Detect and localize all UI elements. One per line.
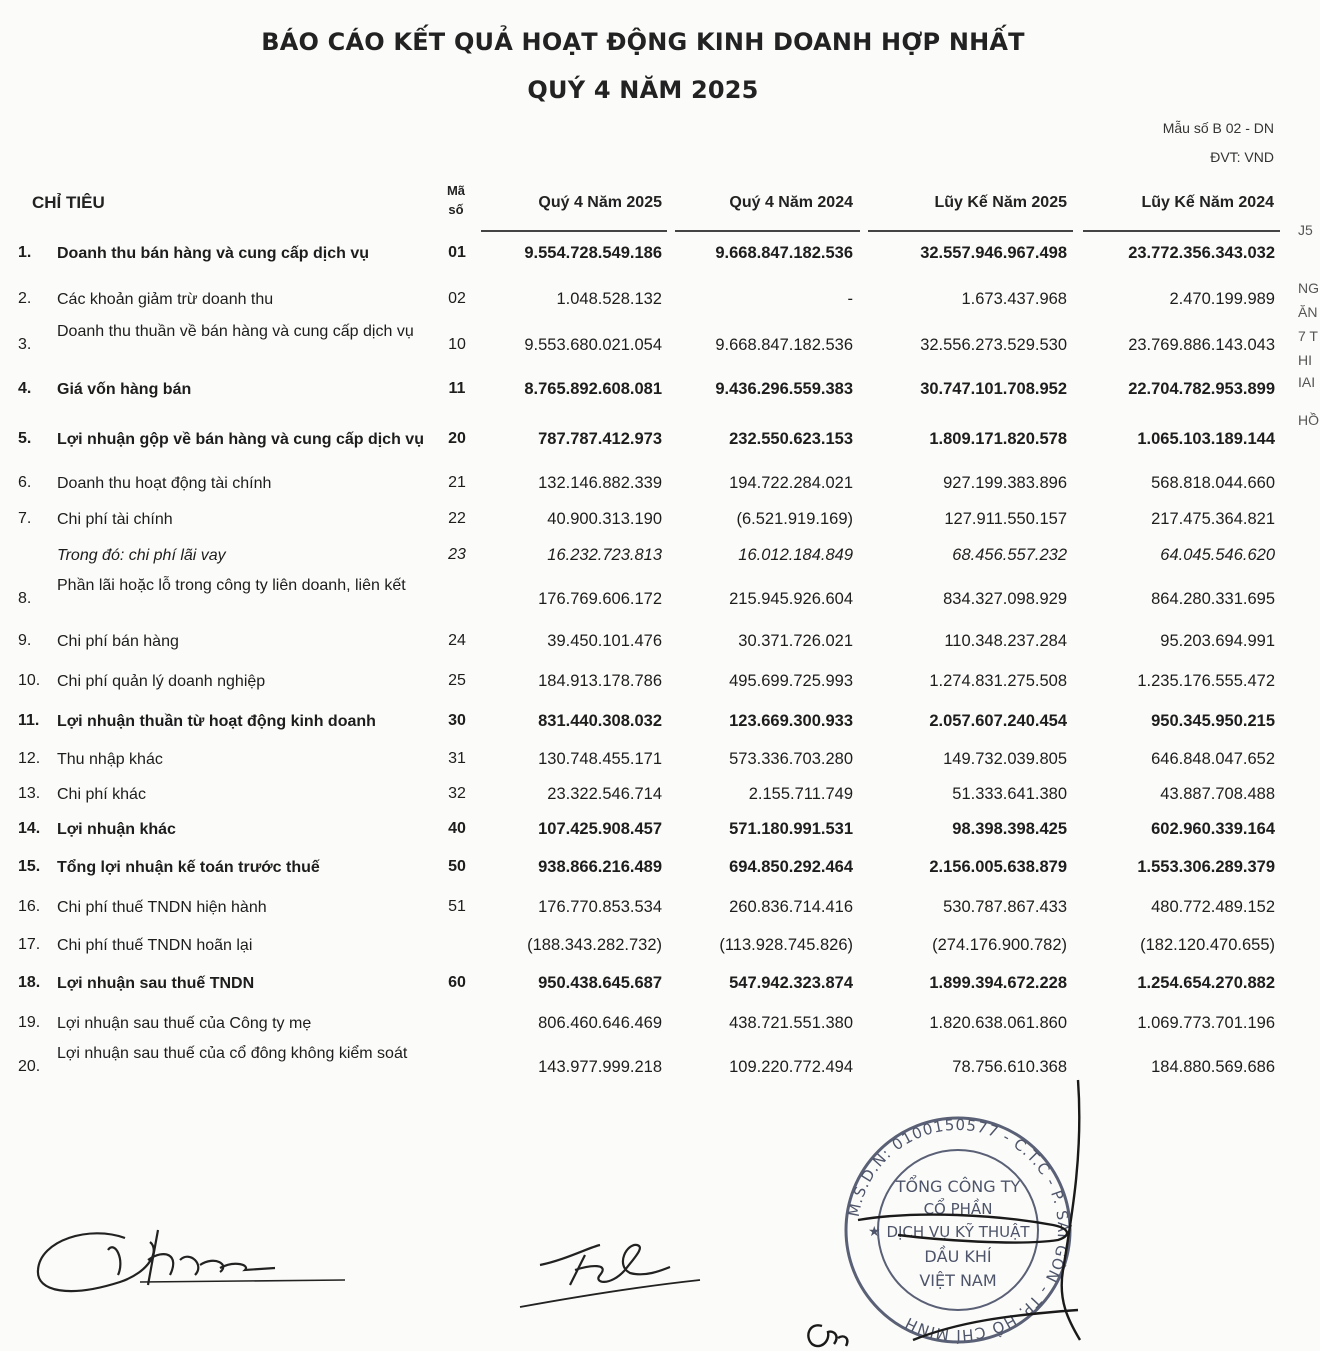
- row-number: 2.: [18, 290, 32, 307]
- cell-ytd-2025: 127.911.550.157: [944, 510, 1067, 528]
- row-number: 5.: [18, 430, 32, 447]
- header-q4-2025: Quý 4 Năm 2025: [538, 194, 662, 211]
- header-ytd-2025: Lũy Kế Năm 2025: [934, 194, 1067, 211]
- cell-q4-2024: (113.928.745.826): [719, 936, 853, 954]
- row-label: Tổng lợi nhuận kế toán trước thuế: [57, 859, 320, 876]
- stamp-line3: DỊCH VỤ KỸ THUẬT: [886, 1223, 1030, 1241]
- cell-q4-2024: 547.942.323.874: [729, 974, 853, 992]
- row-label: Các khoản giảm trừ doanh thu: [57, 291, 274, 308]
- cell-ytd-2025: 110.348.237.284: [944, 632, 1067, 650]
- cell-ytd-2024: 1.065.103.189.144: [1137, 430, 1275, 448]
- row-number: 10.: [18, 672, 41, 689]
- header-ytd-2024: Lũy Kế Năm 2024: [1141, 194, 1274, 211]
- cell-q4-2025: 132.146.882.339: [538, 474, 662, 492]
- cell-ytd-2025: (274.176.900.782): [932, 936, 1067, 954]
- cell-ytd-2025: 1.809.171.820.578: [929, 430, 1067, 448]
- cell-ytd-2025: 68.456.557.232: [952, 546, 1067, 564]
- row-number: 3.: [18, 336, 32, 353]
- row-label: Doanh thu hoạt động tài chính: [57, 475, 272, 492]
- cell-q4-2025: 16.232.723.813: [547, 546, 662, 564]
- cell-ytd-2024: 602.960.339.164: [1151, 820, 1275, 838]
- margin-fragment: HỒ: [1298, 412, 1319, 428]
- cell-q4-2025: 950.438.645.687: [538, 974, 662, 992]
- row-code: 40: [448, 820, 466, 837]
- row-number: 6.: [18, 474, 32, 491]
- cell-q4-2025: (188.343.282.732): [527, 936, 662, 954]
- cell-q4-2025: 176.769.606.172: [538, 590, 662, 608]
- row-code: 50: [448, 858, 466, 875]
- cell-ytd-2025: 51.333.641.380: [952, 785, 1067, 803]
- row-label: Doanh thu bán hàng và cung cấp dịch vụ: [57, 245, 370, 262]
- row-label: Chi phí khác: [57, 786, 146, 803]
- header-q4-2024: Quý 4 Năm 2024: [729, 194, 853, 211]
- row-label: Chi phí bán hàng: [57, 633, 179, 650]
- signature-2: [515, 1225, 705, 1315]
- stamp-line1: TỔNG CÔNG TY: [895, 1177, 1021, 1196]
- cell-ytd-2024: 950.345.950.215: [1151, 712, 1275, 730]
- cell-q4-2025: 1.048.528.132: [556, 290, 662, 308]
- row-code: 02: [448, 290, 466, 307]
- margin-fragment: HI: [1298, 352, 1312, 368]
- stamp-line2: CỔ PHẦN: [923, 1200, 993, 1218]
- stamp-star: ★: [868, 1224, 881, 1240]
- row-number: 9.: [18, 632, 32, 649]
- row-number: 1.: [18, 244, 32, 261]
- cell-ytd-2024: 43.887.708.488: [1160, 785, 1275, 803]
- header-code-line1: Mã: [446, 183, 466, 198]
- row-label: Trong đó: chi phí lãi vay: [57, 547, 226, 564]
- cell-q4-2024: 109.220.772.494: [729, 1058, 853, 1076]
- cell-ytd-2025: 2.156.005.638.879: [929, 858, 1067, 876]
- row-code: 30: [448, 712, 466, 729]
- stamp-outer-text: M.S.D.N: 0100150577 - C.T.C - P. SÀI GÒN - TP. HỒ CHÍ MINH: [844, 1115, 1073, 1345]
- signature-2-line: [520, 1280, 700, 1307]
- cell-ytd-2024: 217.475.364.821: [1151, 510, 1275, 528]
- row-code: 22: [448, 510, 466, 527]
- header-code-line2: số: [448, 202, 464, 217]
- cell-ytd-2025: 927.199.383.896: [943, 474, 1067, 492]
- cell-q4-2024: 232.550.623.153: [729, 430, 853, 448]
- row-number: 8.: [18, 590, 32, 607]
- margin-fragment: ĂN: [1298, 304, 1318, 320]
- margin-fragment: 7 T: [1298, 328, 1318, 344]
- cell-ytd-2025: 834.327.098.929: [943, 590, 1067, 608]
- cell-q4-2024: 694.850.292.464: [729, 858, 853, 876]
- row-label: Lợi nhuận thuần từ hoạt động kinh doanh: [57, 713, 376, 730]
- row-number: 19.: [18, 1014, 41, 1031]
- cell-q4-2025: 143.977.999.218: [538, 1058, 662, 1076]
- row-code: 51: [448, 898, 466, 915]
- row-number: 20.: [18, 1058, 41, 1075]
- row-code: 31: [448, 750, 466, 767]
- row-number: 16.: [18, 898, 41, 915]
- cell-q4-2024: -: [847, 290, 853, 308]
- cell-q4-2024: 571.180.991.531: [729, 820, 853, 838]
- cell-ytd-2024: 1.553.306.289.379: [1137, 858, 1275, 876]
- cell-q4-2024: 495.699.725.993: [729, 672, 853, 690]
- cell-ytd-2025: 149.732.039.805: [943, 750, 1067, 768]
- row-code: 60: [448, 974, 466, 991]
- margin-fragment: IAI: [1298, 374, 1316, 390]
- header-underline-ytd-2025: [868, 230, 1073, 232]
- row-code: 01: [448, 244, 466, 261]
- cell-q4-2025: 831.440.308.032: [538, 712, 662, 730]
- row-label: Giá vốn hàng bán: [57, 381, 192, 398]
- cell-ytd-2025: 1.673.437.968: [961, 290, 1067, 308]
- cell-q4-2024: 2.155.711.749: [748, 785, 853, 803]
- row-code: 24: [448, 632, 466, 649]
- report-period: QUÝ 4 NĂM 2025: [527, 76, 759, 104]
- row-code: 21: [448, 474, 466, 491]
- cell-ytd-2024: 646.848.047.652: [1151, 750, 1275, 768]
- row-label: Chi phí thuế TNDN hoãn lại: [57, 937, 253, 954]
- stamp-line4: DẦU KHÍ: [924, 1247, 992, 1266]
- cell-ytd-2024: 95.203.694.991: [1160, 632, 1275, 650]
- row-number: 13.: [18, 785, 41, 802]
- row-code: 20: [448, 430, 466, 447]
- cell-q4-2024: 9.668.847.182.536: [715, 336, 853, 354]
- row-label: Chi phí quản lý doanh nghiệp: [57, 673, 266, 690]
- row-label: Thu nhập khác: [57, 751, 163, 768]
- cell-q4-2025: 9.553.680.021.054: [524, 336, 662, 354]
- signature-1-line: [140, 1280, 345, 1282]
- row-label: Lợi nhuận sau thuế của Công ty mẹ: [57, 1015, 312, 1032]
- signature-3-stroke: [808, 1325, 847, 1346]
- header-item: CHỈ TIÊU: [32, 193, 105, 212]
- cell-q4-2025: 184.913.178.786: [538, 672, 662, 690]
- header-underline-q4-2024: [675, 230, 860, 232]
- cell-q4-2024: 194.722.284.021: [729, 474, 853, 492]
- cell-ytd-2024: 568.818.044.660: [1151, 474, 1275, 492]
- header-underline-q4-2025: [481, 230, 667, 232]
- cell-ytd-2025: 32.557.946.967.498: [920, 244, 1067, 262]
- cell-ytd-2024: 1.254.654.270.882: [1137, 974, 1275, 992]
- form-number: Mẫu số B 02 - DN: [1162, 120, 1274, 136]
- cell-q4-2024: 573.336.703.280: [729, 750, 853, 768]
- cell-q4-2025: 107.425.908.457: [538, 820, 662, 838]
- cell-q4-2024: 123.669.300.933: [729, 712, 853, 730]
- row-number: 7.: [18, 510, 32, 527]
- cell-ytd-2025: 78.756.610.368: [952, 1058, 1067, 1076]
- cell-q4-2025: 130.748.455.171: [538, 750, 662, 768]
- row-label: Chi phí thuế TNDN hiện hành: [57, 899, 267, 916]
- row-code: 23: [448, 546, 466, 563]
- cell-ytd-2024: 22.704.782.953.899: [1128, 380, 1275, 398]
- row-number: 12.: [18, 750, 41, 767]
- row-label: Lợi nhuận sau thuế của cổ đông không kiểm soát: [57, 1045, 408, 1062]
- cell-ytd-2025: 98.398.398.425: [952, 820, 1067, 838]
- cell-ytd-2025: 30.747.101.708.952: [920, 380, 1067, 398]
- cell-q4-2025: 9.554.728.549.186: [524, 244, 662, 262]
- row-number: 14.: [18, 820, 41, 837]
- row-number: 15.: [18, 858, 41, 875]
- cell-q4-2025: 806.460.646.469: [538, 1014, 662, 1032]
- cell-q4-2024: 30.371.726.021: [738, 632, 853, 650]
- stamp-line5: VIỆT NAM: [919, 1271, 997, 1290]
- cell-ytd-2025: 32.556.273.529.530: [920, 336, 1067, 354]
- cell-q4-2025: 938.866.216.489: [538, 858, 662, 876]
- cell-q4-2025: 8.765.892.608.081: [524, 380, 662, 398]
- header-code: [437, 181, 475, 219]
- company-stamp: [838, 1110, 1078, 1350]
- row-code: 10: [448, 336, 466, 353]
- cell-q4-2025: 176.770.853.534: [538, 898, 662, 916]
- report-title: BÁO CÁO KẾT QUẢ HOẠT ĐỘNG KINH DOANH HỢP NHẤT: [261, 28, 1025, 56]
- cell-ytd-2024: 184.880.569.686: [1151, 1058, 1275, 1076]
- cell-q4-2025: 39.450.101.476: [547, 632, 662, 650]
- cell-ytd-2025: 2.057.607.240.454: [929, 712, 1067, 730]
- signature-3: [800, 1318, 890, 1351]
- row-label: Lợi nhuận sau thuế TNDN: [57, 975, 255, 992]
- cell-q4-2024: (6.521.919.169): [736, 510, 853, 528]
- margin-fragment: J5: [1298, 222, 1313, 238]
- margin-fragment: NG: [1298, 280, 1319, 296]
- cell-q4-2025: 23.322.546.714: [547, 785, 662, 803]
- row-label: Chi phí tài chính: [57, 511, 173, 528]
- currency-unit: ĐVT: VND: [1210, 149, 1274, 165]
- cell-ytd-2025: 1.274.831.275.508: [929, 672, 1067, 690]
- row-label: Lợi nhuận gộp về bán hàng và cung cấp dịch vụ: [57, 431, 424, 448]
- cell-q4-2024: 9.436.296.559.383: [715, 380, 853, 398]
- cell-q4-2025: 787.787.412.973: [538, 430, 662, 448]
- cell-q4-2024: 9.668.847.182.536: [715, 244, 853, 262]
- row-label: Lợi nhuận khác: [57, 821, 176, 838]
- row-number: 4.: [18, 380, 32, 397]
- row-label: Phần lãi hoặc lỗ trong công ty liên doanh, liên kết: [57, 577, 406, 594]
- cell-ytd-2024: 1.069.773.701.196: [1137, 1014, 1275, 1032]
- row-label: Doanh thu thuần về bán hàng và cung cấp dịch vụ: [57, 323, 414, 340]
- row-code: 25: [448, 672, 466, 689]
- cell-q4-2025: 40.900.313.190: [547, 510, 662, 528]
- signature-1: [30, 1220, 350, 1300]
- cell-q4-2024: 16.012.184.849: [738, 546, 853, 564]
- row-number: 11.: [18, 712, 40, 729]
- cell-ytd-2025: 530.787.867.433: [943, 898, 1067, 916]
- cell-ytd-2024: 64.045.546.620: [1160, 546, 1275, 564]
- cell-ytd-2024: 864.280.331.695: [1151, 590, 1275, 608]
- row-number: 18.: [18, 974, 41, 991]
- header-underline-ytd-2024: [1083, 230, 1280, 232]
- cell-ytd-2024: 2.470.199.989: [1169, 290, 1275, 308]
- signature-2-stroke: [540, 1245, 670, 1285]
- cell-ytd-2025: 1.899.394.672.228: [929, 974, 1067, 992]
- row-number: 17.: [18, 936, 41, 953]
- cell-q4-2024: 438.721.551.380: [729, 1014, 853, 1032]
- cell-ytd-2024: 23.772.356.343.032: [1128, 244, 1275, 262]
- row-code: 11: [448, 380, 466, 397]
- cell-ytd-2024: (182.120.470.655): [1140, 936, 1275, 954]
- cell-ytd-2024: 23.769.886.143.043: [1128, 336, 1275, 354]
- row-code: 32: [448, 785, 466, 802]
- cell-ytd-2024: 480.772.489.152: [1151, 898, 1275, 916]
- cell-q4-2024: 215.945.926.604: [729, 590, 853, 608]
- cell-ytd-2025: 1.820.638.061.860: [929, 1014, 1067, 1032]
- cell-ytd-2024: 1.235.176.555.472: [1137, 672, 1275, 690]
- cell-q4-2024: 260.836.714.416: [729, 898, 853, 916]
